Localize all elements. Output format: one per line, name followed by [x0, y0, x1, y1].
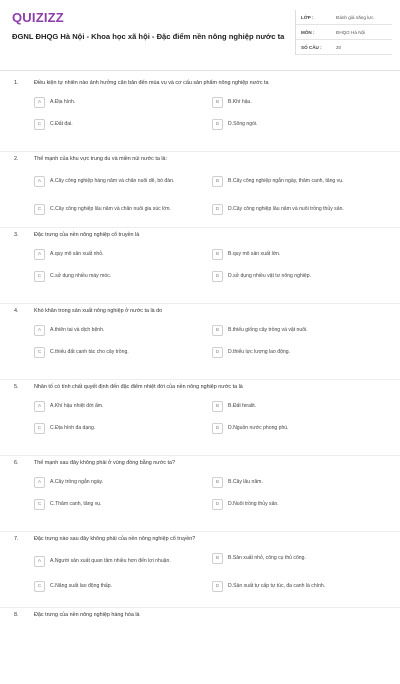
option-letter-badge: C — [34, 119, 45, 130]
option-letter-badge: A — [34, 97, 45, 108]
question-header — [14, 308, 384, 314]
answer-option[interactable] — [34, 94, 212, 110]
answer-option[interactable] — [212, 550, 390, 566]
answer-options — [34, 170, 390, 220]
option-letter-badge: A — [34, 556, 45, 567]
answer-option[interactable] — [212, 246, 390, 262]
option-letter-badge: B — [212, 176, 223, 187]
option-letter-badge: B — [212, 477, 223, 488]
answer-option[interactable] — [34, 268, 212, 284]
question-header — [14, 156, 384, 162]
answer-options — [34, 246, 390, 284]
option-text: D.Sông ngòi. — [228, 120, 258, 127]
option-text: C.Thâm canh, tăng vụ. — [50, 500, 102, 507]
answer-option[interactable] — [34, 496, 212, 512]
option-letter-badge: C — [34, 423, 45, 434]
meta-value: Đánh giá năng lực — [336, 14, 374, 20]
answer-option[interactable] — [212, 198, 390, 220]
option-text: A.thiên tai và dịch bệnh. — [50, 326, 105, 333]
answer-option[interactable] — [212, 116, 390, 132]
question-header — [14, 460, 384, 466]
answer-option[interactable] — [212, 344, 390, 360]
option-letter-badge: D — [212, 204, 223, 215]
option-text: C.Năng suất lao động thấp. — [50, 582, 113, 589]
question-text: Thế mạnh sau đây không phải ở vùng đồng bằng nước ta? — [34, 460, 176, 466]
answer-option[interactable] — [34, 170, 212, 192]
question-header — [14, 232, 384, 238]
option-text: C.Địa hình đa dạng. — [50, 424, 96, 431]
answer-options — [34, 550, 390, 594]
answer-option[interactable] — [212, 398, 390, 414]
option-letter-badge: D — [212, 347, 223, 358]
question-number: 7. — [14, 536, 19, 542]
option-text: D.Nguồn nước phong phú. — [228, 424, 289, 431]
option-text: D.Sản xuất tự cấp tự túc, đa canh là chính. — [228, 582, 326, 589]
question-number: 3. — [14, 232, 19, 238]
meta-row — [296, 25, 392, 40]
option-letter-badge: D — [212, 423, 223, 434]
question-number: 6. — [14, 460, 19, 466]
question-item — [0, 380, 400, 456]
question-header — [14, 80, 384, 86]
meta-label: MÔN : — [301, 29, 315, 35]
option-letter-badge: D — [212, 581, 223, 592]
option-letter-badge: B — [212, 249, 223, 260]
option-letter-badge: A — [34, 176, 45, 187]
question-list — [0, 76, 400, 684]
option-letter-badge: B — [212, 401, 223, 412]
option-text: D.thiếu lực lượng lao động. — [228, 348, 290, 355]
answer-option[interactable] — [34, 116, 212, 132]
question-header — [14, 384, 384, 390]
question-text: Đặc trưng của nền nông nghiệp cổ truyền là — [34, 232, 140, 238]
question-number: 8. — [14, 612, 19, 618]
option-letter-badge: A — [34, 249, 45, 260]
question-text: Điều kiện tự nhiên nào ảnh hưởng căn bản đến mùa vụ và cơ cấu sản phẩm nông nghiệp nước ta — [34, 80, 269, 86]
option-letter-badge: D — [212, 271, 223, 282]
question-header — [14, 612, 384, 618]
option-letter-badge: D — [212, 119, 223, 130]
option-letter-badge: C — [34, 204, 45, 215]
option-letter-badge: A — [34, 477, 45, 488]
answer-options — [34, 94, 390, 132]
question-item — [0, 152, 400, 228]
answer-option[interactable] — [34, 398, 212, 414]
question-item — [0, 532, 400, 608]
question-item — [0, 456, 400, 532]
worksheet-title: ĐGNL ĐHQG Hà Nội - Khoa học xã hội - Đặc điểm nền nông nghiệp nước ta — [12, 32, 285, 41]
question-item — [0, 304, 400, 380]
answer-option[interactable] — [34, 474, 212, 490]
option-text: C.sử dụng nhiều máy móc. — [50, 272, 112, 279]
option-text: C.Cây công nghiệp lâu năm và chăn nuôi gia súc lớn. — [50, 205, 171, 212]
question-text: Khó khăn trong sản xuất nông nghiệp ở nước ta là do — [34, 308, 163, 314]
question-text: Đặc trưng của nền nông nghiệp hàng hóa là — [34, 612, 140, 618]
option-letter-badge: C — [34, 581, 45, 592]
option-text: B.Cây công nghiệp ngắn ngày, thâm canh, tăng vụ. — [228, 177, 344, 184]
answer-option[interactable] — [212, 474, 390, 490]
answer-option[interactable] — [212, 578, 390, 594]
answer-option[interactable] — [212, 94, 390, 110]
option-text: C.Đất đai. — [50, 120, 73, 127]
option-text: A.Địa hình. — [50, 98, 76, 105]
meta-row — [296, 10, 392, 25]
answer-option[interactable] — [34, 578, 212, 594]
option-text: A.Cây trồng ngắn ngày. — [50, 478, 104, 485]
question-number: 1. — [14, 80, 19, 86]
answer-option[interactable] — [34, 322, 212, 338]
question-item — [0, 76, 400, 152]
option-letter-badge: C — [34, 347, 45, 358]
option-letter-badge: B — [212, 97, 223, 108]
meta-value: 20 — [336, 44, 342, 50]
quizizz-logo: QUIZIZZ — [12, 10, 64, 25]
question-number: 5. — [14, 384, 19, 390]
answer-option[interactable] — [212, 322, 390, 338]
option-text: D.Nuôi trồng thủy sản. — [228, 500, 279, 507]
question-item — [0, 228, 400, 304]
header-divider — [0, 70, 400, 71]
answer-options — [34, 474, 390, 512]
option-text: A.Cây công nghiệp hàng năm và chăn nuôi dê, bò đàn. — [50, 177, 175, 184]
option-text: B.Khí hậu. — [228, 98, 252, 105]
option-text: A.Khí hậu nhiệt đới ẩm. — [50, 402, 104, 409]
meta-label: LỚP : — [301, 14, 314, 20]
option-letter-badge: B — [212, 553, 223, 564]
answer-option[interactable] — [212, 496, 390, 512]
option-text: D.Cây công nghiệp lâu năm và nuôi trồng thủy sản. — [228, 205, 344, 212]
option-text: B.Đất feralit. — [228, 402, 257, 409]
option-text: B.thiếu giống cây trồng và vật nuôi. — [228, 326, 308, 333]
option-text: B.quy mô sản xuất lớn. — [228, 250, 281, 257]
meta-label: SỐ CÂU : — [301, 44, 322, 50]
answer-option[interactable] — [212, 268, 390, 284]
option-letter-badge: B — [212, 325, 223, 336]
option-text: A.Người sản xuất quan tâm nhiều hơn đến lợi nhuận. — [50, 557, 171, 564]
option-text: A.quy mô sản xuất nhỏ. — [50, 250, 104, 257]
question-item — [0, 608, 400, 684]
answer-options — [34, 398, 390, 436]
option-letter-badge: D — [212, 499, 223, 510]
option-letter-badge: A — [34, 401, 45, 412]
meta-row — [296, 40, 392, 55]
option-letter-badge: A — [34, 325, 45, 336]
question-header — [14, 536, 384, 542]
answer-option[interactable] — [34, 198, 212, 220]
option-text: B.Cây lâu năm. — [228, 478, 263, 485]
answer-option[interactable] — [34, 420, 212, 436]
option-text: C.thiếu đất canh tác cho cây trồng. — [50, 348, 129, 355]
worksheet-header — [0, 0, 400, 70]
answer-option[interactable] — [34, 344, 212, 360]
answer-options — [34, 322, 390, 360]
question-text: Nhân tố có tính chất quyết định đến đặc điểm nhiệt đới của nền nông nghiệp nước ta là — [34, 384, 243, 390]
question-text: Thế mạnh của khu vực trung du và miền núi nước ta là: — [34, 156, 168, 162]
answer-option[interactable] — [212, 420, 390, 436]
answer-option[interactable] — [34, 550, 212, 572]
question-number: 4. — [14, 308, 19, 314]
meta-table — [295, 10, 392, 55]
answer-option[interactable] — [212, 170, 390, 192]
option-letter-badge: C — [34, 499, 45, 510]
question-number: 2. — [14, 156, 19, 162]
meta-value: ĐHQG Hà Nội — [336, 29, 366, 35]
option-text: B.Sản xuất nhỏ, công cụ thủ công. — [228, 554, 306, 561]
option-text: D.sử dụng nhiều vật tư nông nghiệp. — [228, 272, 311, 279]
option-letter-badge: C — [34, 271, 45, 282]
question-text: Đặc trưng nào sau đây không phải của nền nông nghiệp cổ truyền? — [34, 536, 196, 542]
answer-option[interactable] — [34, 246, 212, 262]
